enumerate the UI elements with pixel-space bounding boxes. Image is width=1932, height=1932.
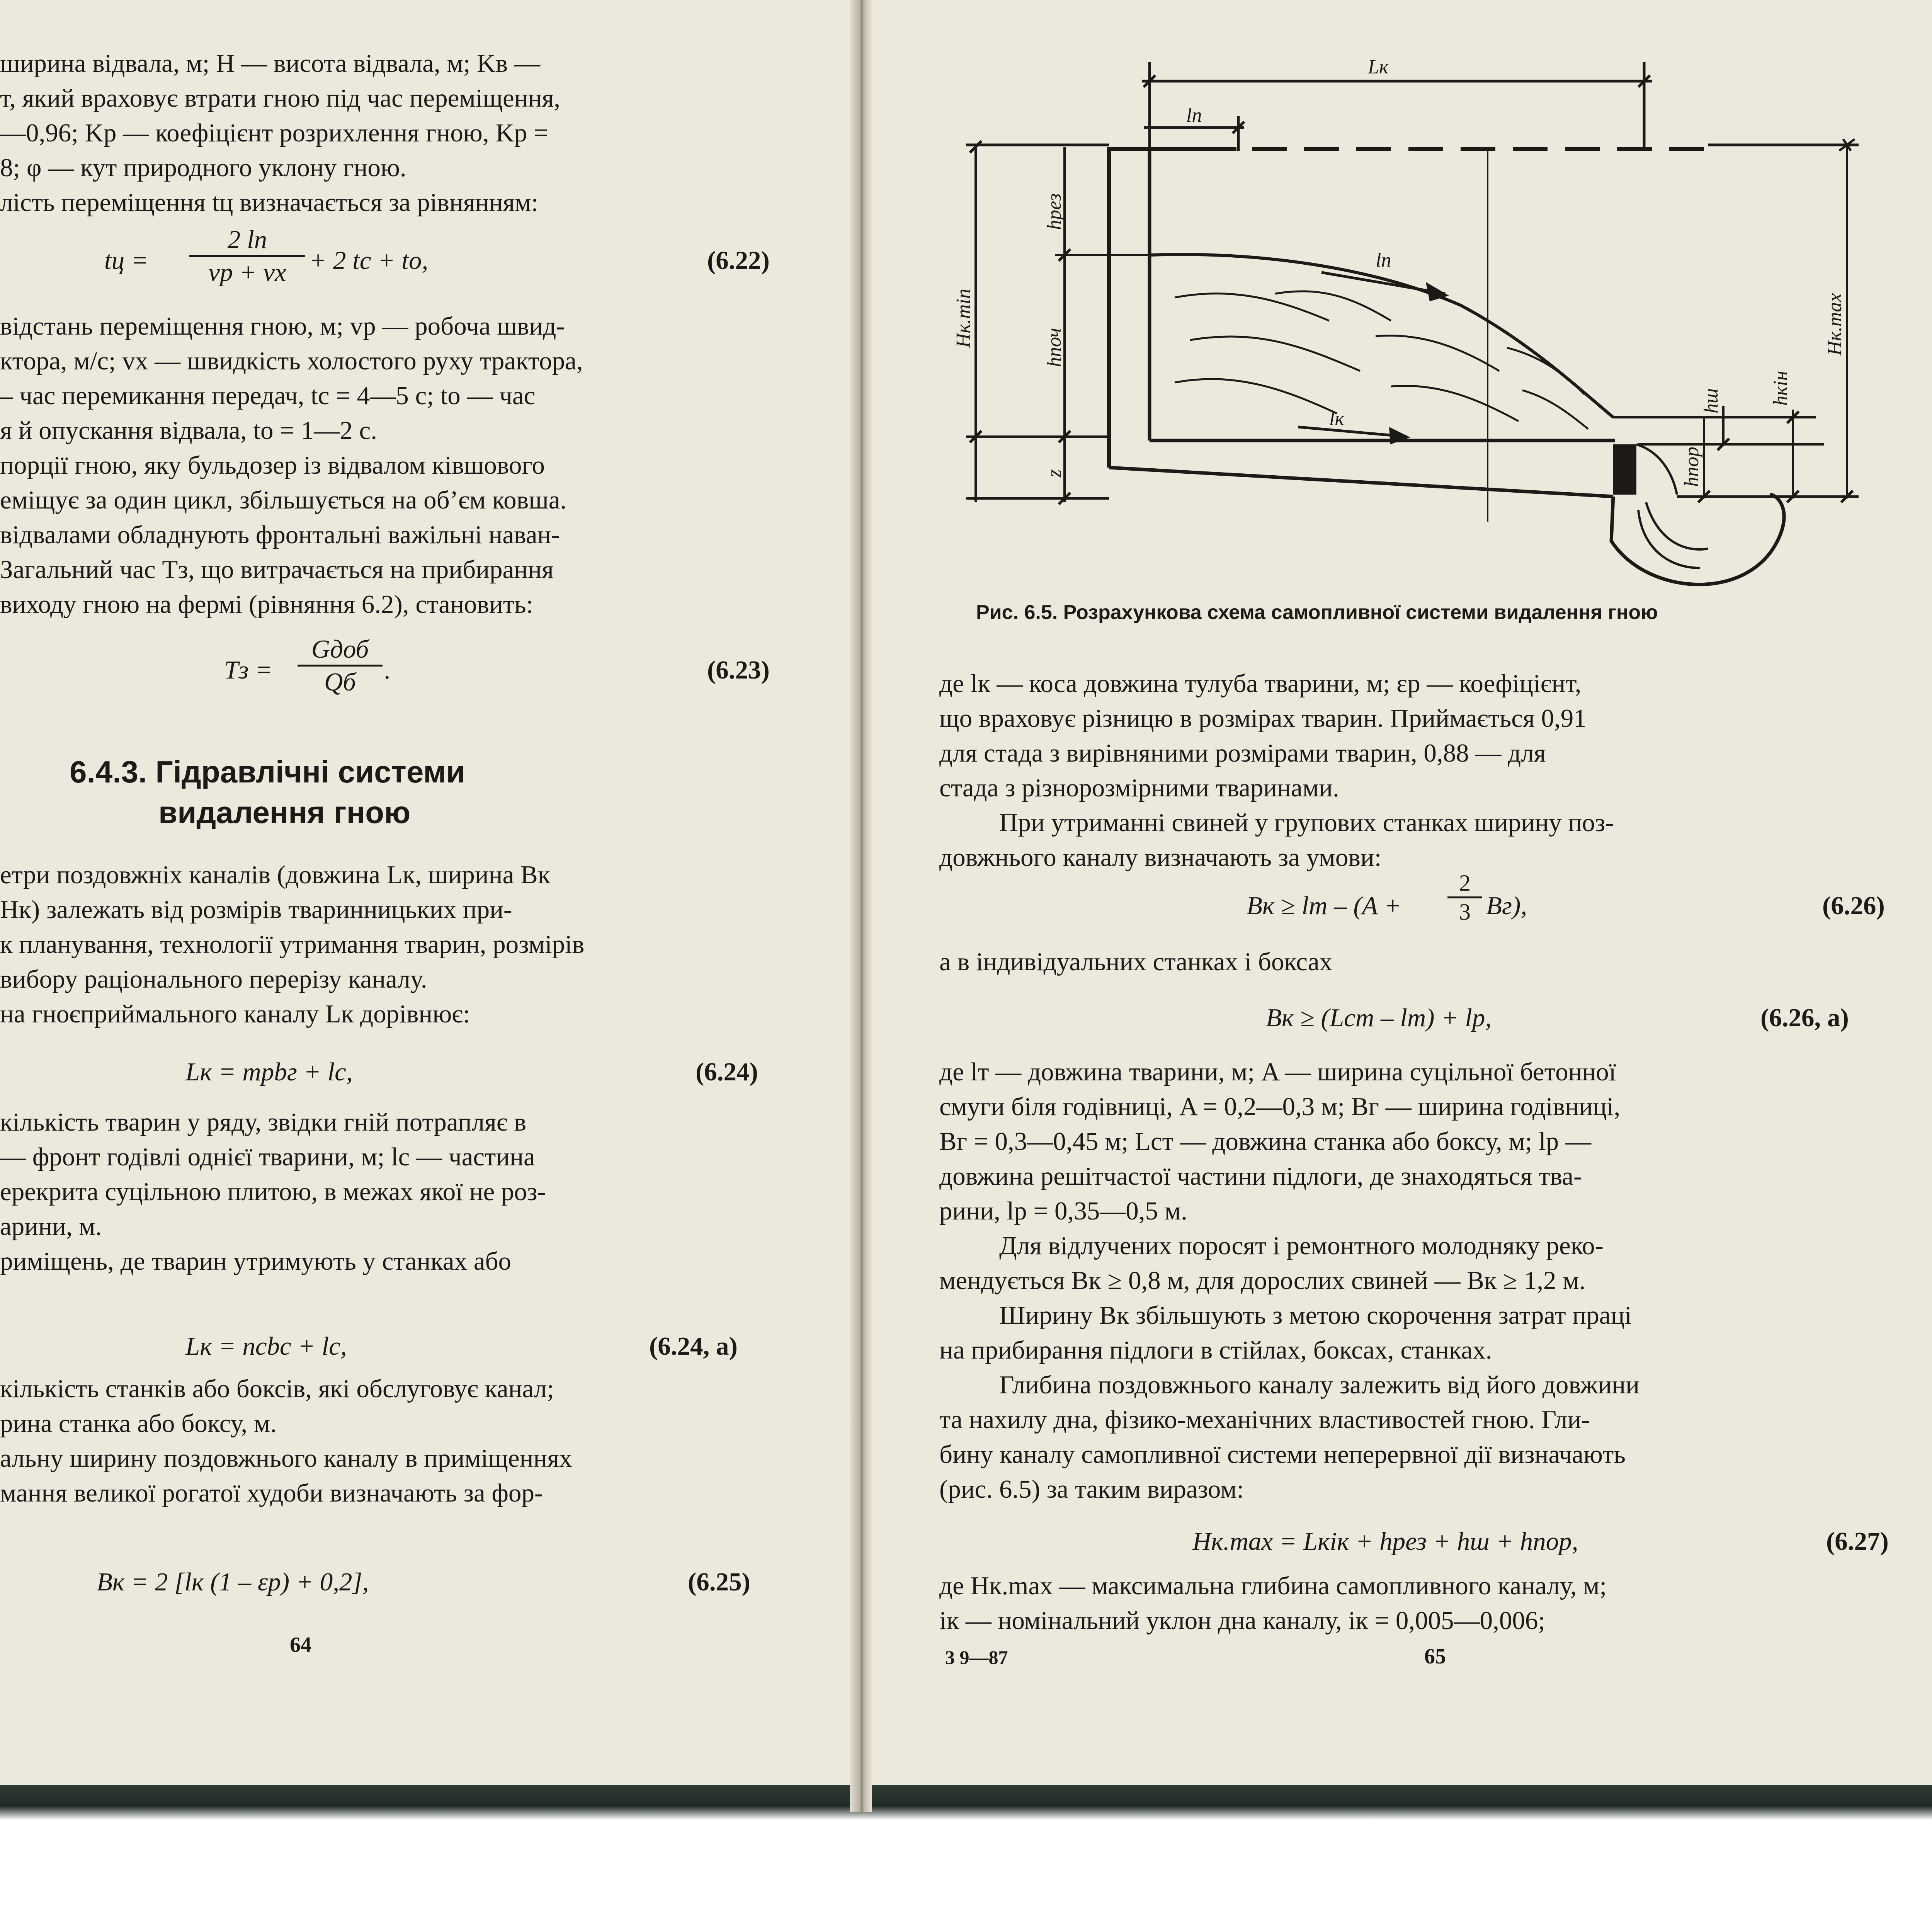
text-line: на прибирання підлоги в стійлах, боксах, станках.: [939, 1336, 1492, 1364]
text-line: мання великої рогатої худоби визначають за фор-: [0, 1479, 543, 1507]
text-line: 8; φ — кут природного уклону гною.: [0, 153, 406, 182]
text-line: Bг = 0,3—0,45 м; Lст — довжина станка або боксу, м; lр —: [939, 1127, 1591, 1156]
text-line: етри поздовжніх каналів (довжина Lк, ширина Bк: [0, 861, 551, 889]
text-line: для стада з вирівняними розмірами тварин, 0,88 — для: [939, 739, 1546, 767]
equation: Lк = nсbс + lс,: [185, 1332, 347, 1361]
fraction-numerator: 2: [1447, 869, 1482, 898]
equation: Bк = 2 [lк (1 – εр) + 0,2],: [97, 1568, 369, 1596]
transverse-collector: [1611, 495, 1784, 585]
equation-fraction: [1447, 869, 1482, 925]
text-line: к планування, технології утримання тварин, розмірів: [0, 930, 585, 959]
equation-rhs: Bг),: [1486, 891, 1527, 920]
text-line: мендується Bк ≥ 0,8 м, для дорослих свиней — Bк ≥ 1,2 м.: [939, 1266, 1586, 1295]
equation-number: (6.24): [696, 1058, 758, 1086]
label-lp-arrow: lп: [1376, 249, 1391, 271]
text-line: ширина відвала, м; H — висота відвала, м; Kв —: [0, 49, 540, 78]
text-line: та нахилу дна, фізико-механічних властивостей гною. Гли-: [939, 1405, 1590, 1434]
text-line: —0,96; Kр — коефіцієнт розрихлення гною, Kр =: [0, 119, 548, 147]
text-line: де Hк.max — максимальна глибина самопливного каналу, м;: [939, 1571, 1607, 1600]
section-heading: видалення гною: [158, 795, 411, 830]
fraction-denominator: 3: [1459, 899, 1471, 925]
text-line: де lт — довжина тварини, м; A — ширина суцільної бетонної: [939, 1058, 1616, 1086]
text-line: риміщень, де тварин утримують у станках або: [0, 1247, 512, 1276]
text-line: Для відлучених поросят і ремонтного молодняку реко-: [999, 1231, 1604, 1260]
text-line: ліcть переміщення tц визначається за рівнянням:: [0, 188, 539, 217]
fraction-numerator: Gдоб: [298, 634, 383, 667]
text-line: еміщує за один цикл, збільшується на об’єм ковша.: [0, 486, 567, 514]
equation-fraction: [189, 224, 305, 288]
text-line: альну ширину поздовжнього каналу в приміщеннях: [0, 1444, 572, 1473]
fraction-numerator: 2 lп: [189, 224, 305, 257]
text-line: кількість станків або боксів, які обслуговує канал;: [0, 1374, 554, 1403]
text-line: кількість тварин у ряду, звідки гній потрапляє в: [0, 1108, 527, 1136]
equation-rhs: + 2 tс + tо,: [309, 246, 429, 275]
text-line: на гноєприймального каналу Lк дорівнює:: [0, 1000, 470, 1028]
text-line: що враховує різницю в розмірах тварин. Приймається 0,91: [939, 704, 1587, 733]
label-hkin: hкін: [1770, 371, 1792, 406]
figure-caption: Рис. 6.5. Розрахункова схема самопливної системи видалення гною: [976, 601, 1658, 624]
equation-lhs: Tз =: [224, 656, 273, 684]
equation-rhs: .: [384, 656, 391, 684]
label-lp: lп: [1186, 104, 1202, 126]
threshold-block: [1613, 444, 1636, 495]
figure-self-flowing-channel: [872, 0, 1932, 603]
signature-mark: 3 9—87: [945, 1646, 1008, 1668]
label-Lk: Lк: [1368, 56, 1389, 78]
book-gutter: [850, 0, 872, 1812]
equation: Lк = mрbг + lс,: [185, 1058, 353, 1086]
text-line: т, який враховує втрати гною під час переміщення,: [0, 84, 561, 112]
text-line: — фронт годівлі однієї тварини, м; lс — частина: [0, 1143, 535, 1171]
channel-floor: [1109, 468, 1613, 497]
text-line: вибору раціонального перерізу каналу.: [0, 965, 427, 993]
text-line: iк — номінальний уклон дна каналу, iк = 0,005—0,006;: [939, 1606, 1546, 1635]
text-line: рина станка або боксу, м.: [0, 1409, 277, 1438]
equation-number: (6.23): [707, 656, 770, 684]
text-line: а в індивідуальних станках і боксах: [939, 947, 1333, 976]
text-line: рини, lр = 0,35—0,5 м.: [939, 1197, 1187, 1225]
text-line: стада з різнорозмірними тваринами.: [939, 774, 1339, 802]
text-line: (рис. 6.5) за таким виразом:: [939, 1475, 1244, 1503]
page-number: 64: [290, 1633, 311, 1657]
text-line: відстань переміщення гною, м; vр — робоча швид-: [0, 312, 565, 340]
text-line: Hк) залежать від розмірів тваринницьких при-: [0, 895, 512, 924]
text-line: довжнього каналу визначають за умови:: [939, 843, 1382, 872]
text-line: де lк — коса довжина тулуба тварини, м; εр — коефіцієнт,: [939, 669, 1582, 698]
equation: Hк.max = Lкiк + hрез + hш + hпор,: [1192, 1527, 1578, 1556]
text-line: Ширину Bк збільшують з метою скорочення затрат праці: [999, 1301, 1632, 1330]
text-line: – час перемикання передач, tс = 4—5 с; tо — час: [0, 381, 536, 410]
text-line: відвалами обладнують фронтальні важільні наван-: [0, 520, 560, 549]
text-line: порції гною, яку бульдозер із відвалом ківшового: [0, 451, 545, 480]
text-line: смуги біля годівниці, A = 0,2—0,3 м; Bг — ширина годівниці,: [939, 1092, 1621, 1121]
text-line: виходу гною на фермі (рівняння 6.2), становить:: [0, 590, 534, 619]
label-hrez: hрез: [1043, 193, 1065, 230]
text-line: арини, м.: [0, 1212, 102, 1241]
page-number: 65: [1424, 1645, 1446, 1668]
label-Hkmax: Hк.max: [1824, 293, 1846, 355]
equation-number: (6.22): [707, 246, 770, 275]
equation-number: (6.25): [688, 1568, 750, 1596]
left-page: [0, 0, 850, 1785]
label-hpoch: hпоч: [1043, 328, 1065, 367]
equation-fraction: [298, 634, 383, 697]
text-line: я й опускання відвала, tо = 1—2 с.: [0, 416, 378, 445]
label-z: z: [1043, 469, 1065, 477]
equation-lhs: Bк ≥ lт – (A +: [1247, 891, 1401, 920]
fraction-denominator: vр + vх: [208, 258, 286, 287]
text-line: Загальний час Tз, що витрачається на прибирання: [0, 555, 554, 584]
equation-number: (6.24, а): [649, 1332, 738, 1361]
text-line: Глибина поздовжнього каналу залежить від його довжини: [999, 1371, 1639, 1399]
text-line: При утриманні свиней у групових станках ширину поз-: [999, 808, 1614, 837]
label-lk-arrow: lк: [1329, 408, 1344, 430]
equation-number: (6.26, а): [1760, 1003, 1849, 1032]
equation-number: (6.27): [1826, 1527, 1889, 1556]
right-page: [872, 0, 1932, 1785]
fraction-denominator: Qб: [324, 668, 356, 696]
book-cover-edge: [0, 1785, 1932, 1820]
label-hpor: hпор: [1681, 447, 1703, 487]
text-line: довжина решітчастої частини підлоги, де знаходяться тва-: [939, 1162, 1582, 1190]
text-line: бину каналу самопливної системи неперервної дії визначають: [939, 1440, 1626, 1469]
equation-number: (6.26): [1822, 891, 1885, 920]
section-heading: 6.4.3. Гідравлічні системи: [70, 755, 465, 789]
equation: Bк ≥ (Lст – lт) + lр,: [1266, 1003, 1492, 1032]
text-line: ктора, м/с; vх — швидкість холостого руху трактора,: [0, 347, 583, 375]
text-line: ерекрита суцільною плитою, в межах якої не роз-: [0, 1177, 546, 1206]
label-hsh: hш: [1700, 388, 1722, 413]
equation-lhs: tц =: [104, 246, 149, 275]
label-Hkmin: Hк.min: [952, 289, 975, 348]
